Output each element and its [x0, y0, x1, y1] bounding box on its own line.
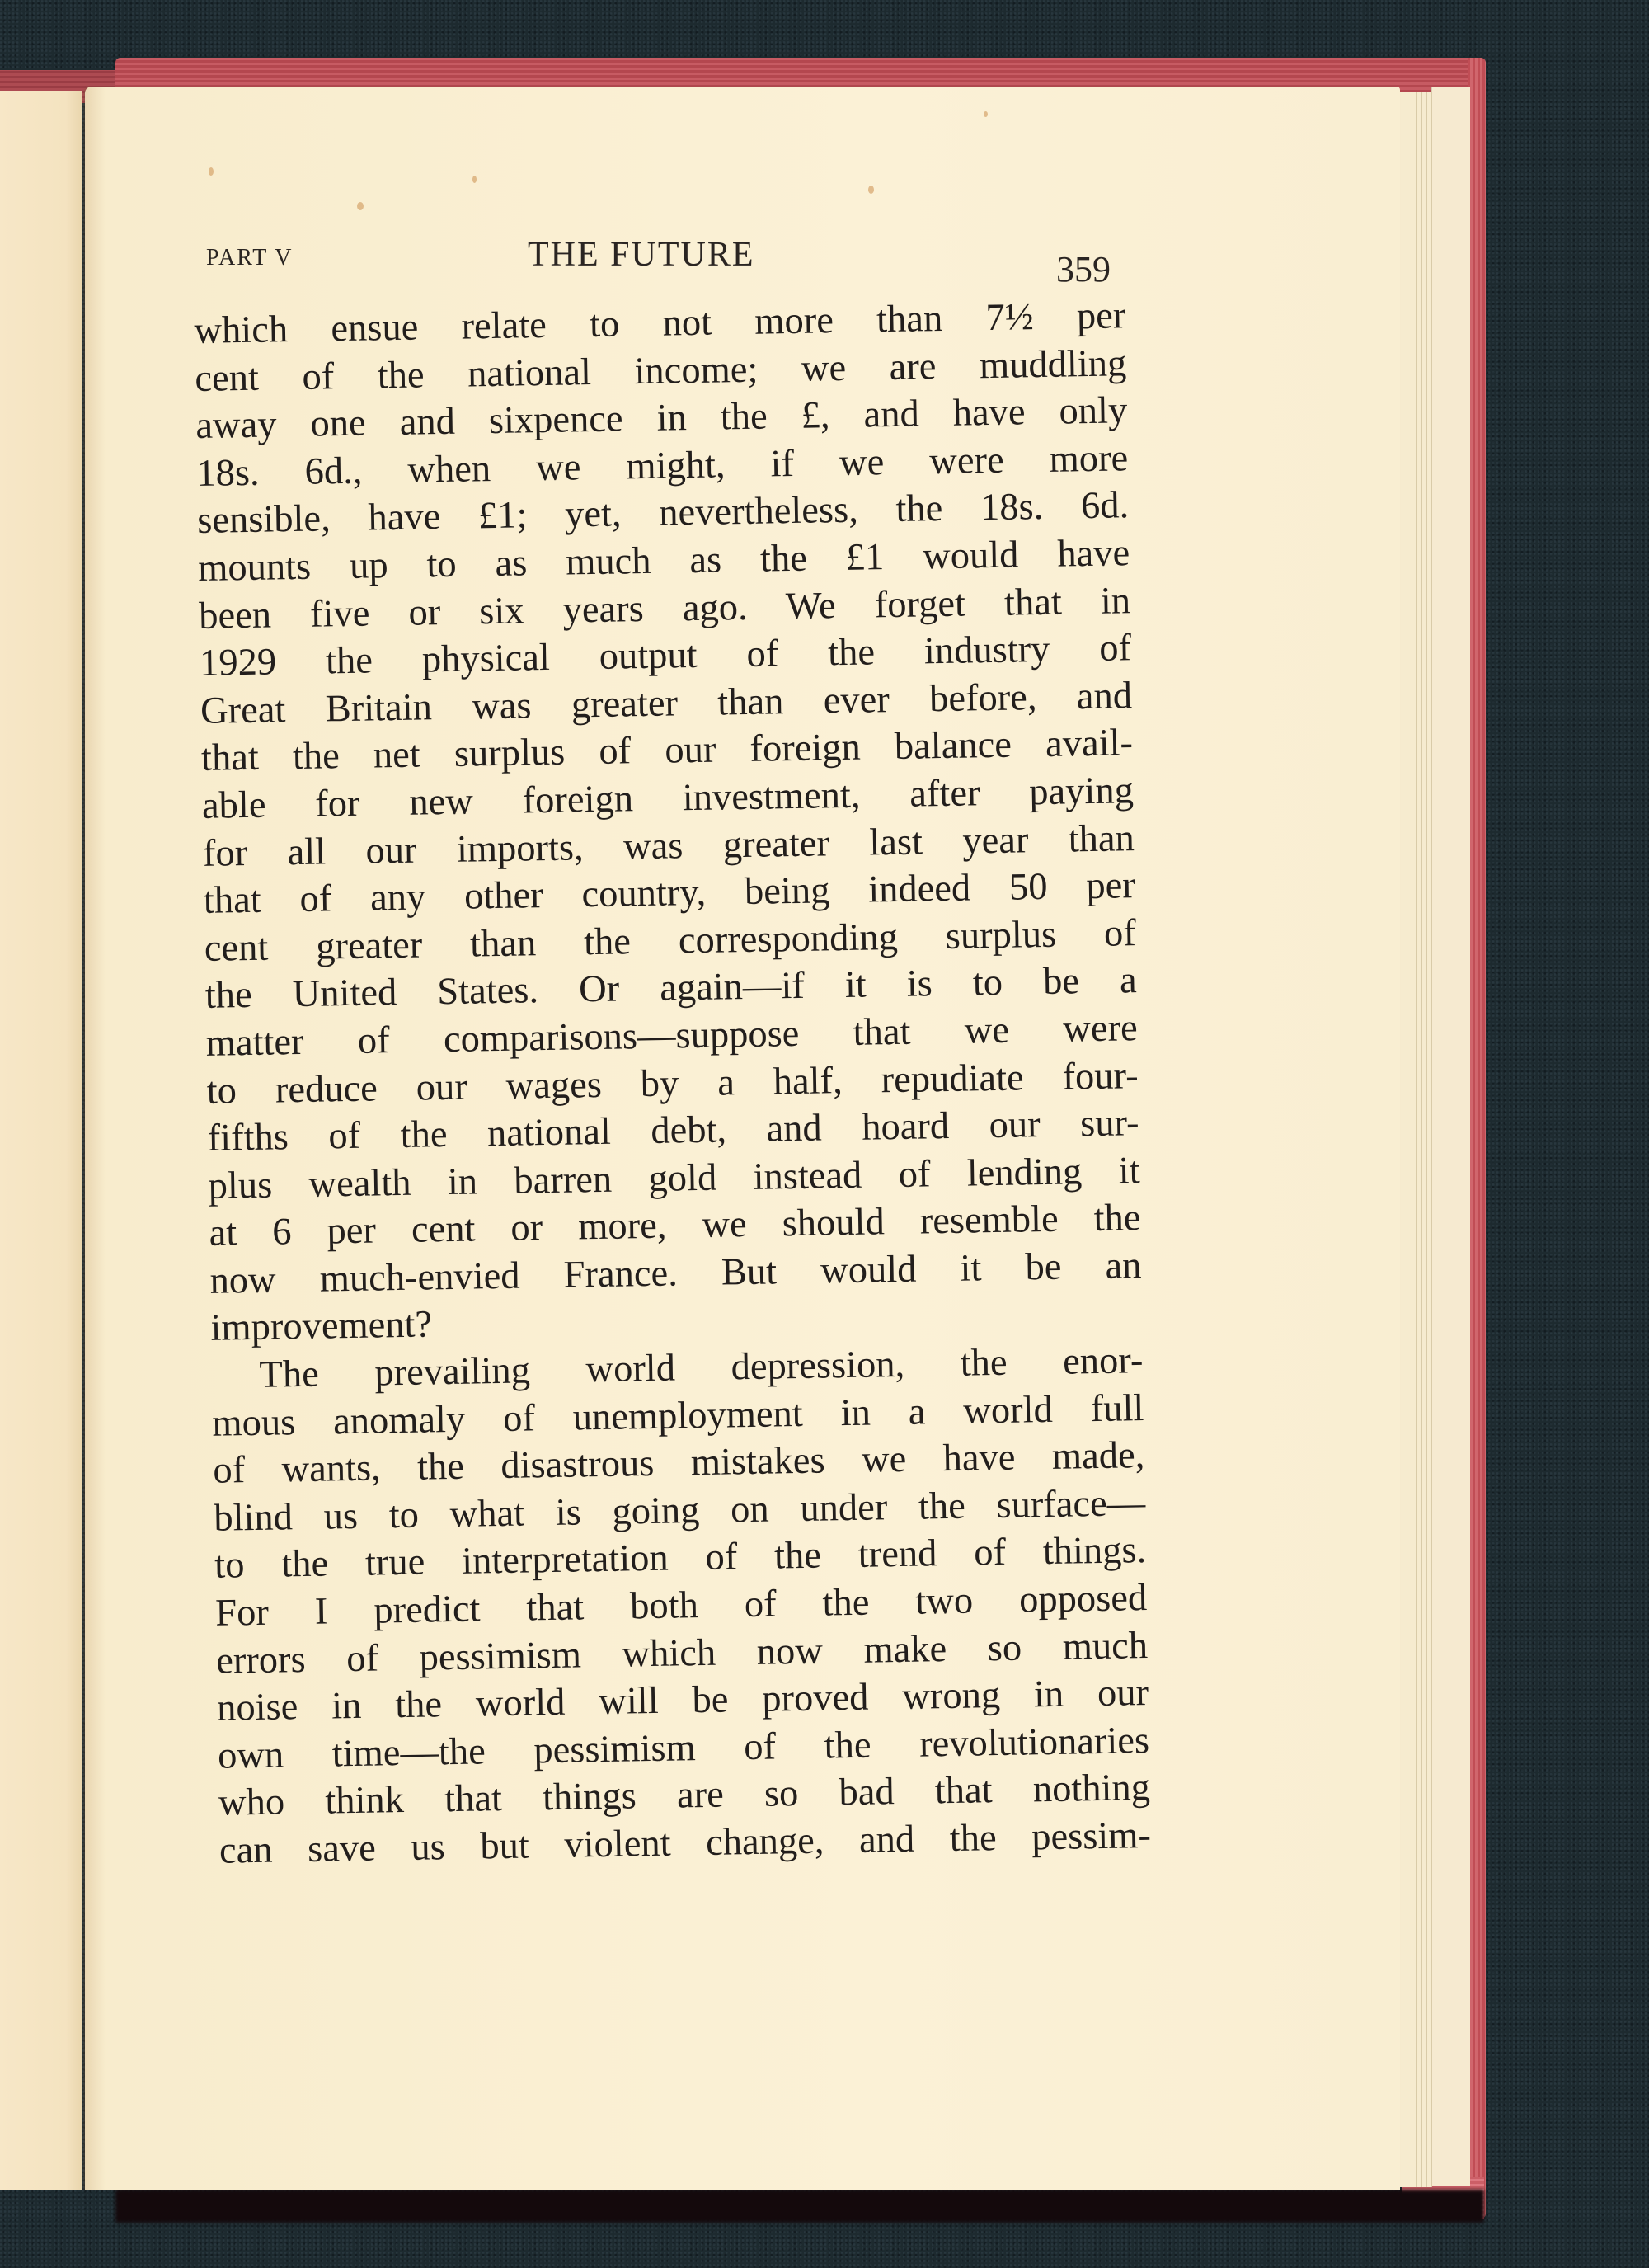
- book-cover-right: [1468, 58, 1486, 2219]
- text-line: to the true interpretation of the trend of things.: [214, 1529, 1147, 1588]
- text-line: plus wealth in barren gold instead of lending it: [208, 1149, 1140, 1207]
- text-line: who think that things are so bad that nothing: [218, 1767, 1151, 1825]
- text-line: matter of comparisons—suppose that we were: [205, 1007, 1139, 1065]
- cover-endpaper: [1431, 87, 1470, 2186]
- text-line: cent of the national income; we are muddling: [195, 341, 1127, 400]
- text-line: sensible, have £1; yet, nevertheless, the 18s. 6d.: [196, 484, 1130, 543]
- text-line: fifths of the national debt, and hoard our sur-: [207, 1102, 1139, 1160]
- text-line: mous anomaly of unemployment in a world full: [212, 1386, 1144, 1445]
- page-edges: [1398, 92, 1432, 2187]
- text-line: can save us but violent change, and the pessim-: [218, 1814, 1152, 1872]
- text-line: at 6 per cent or more, we should resemble the: [209, 1197, 1141, 1255]
- text-line: 18s. 6d., when we might, if we were more: [195, 437, 1129, 495]
- text-line: Great Britain was greater than ever before, and: [200, 674, 1133, 732]
- text-line: been five or six years ago. We forget that in: [198, 579, 1131, 638]
- text-line: improvement?: [210, 1303, 433, 1350]
- text-line: mounts up to as much as the £1 would have: [197, 532, 1130, 590]
- text-line: own time—the pessimism of the revolutionaries: [217, 1719, 1150, 1777]
- running-title: THE FUTURE: [528, 236, 755, 274]
- book-page: [85, 87, 1400, 2190]
- text-line: for all our imports, was greater last year than: [202, 816, 1135, 875]
- text-line: to reduce our wages by a half, repudiate four-: [206, 1054, 1139, 1113]
- text-line: away one and sixpence in the £, and have only: [195, 389, 1128, 448]
- text-line: blind us to what is going on under the surface—: [213, 1481, 1146, 1540]
- part-label: PART V: [206, 245, 294, 271]
- page-number: 359: [1056, 249, 1111, 289]
- text-line: noise in the world will be proved wrong in our: [216, 1672, 1149, 1729]
- paragraph-start-line: The prevailing world depression, the enor-: [259, 1339, 1144, 1396]
- text-line: that the net surplus of our foreign balance avail-: [200, 722, 1134, 780]
- body-text: [194, 292, 1151, 1875]
- facing-page: [0, 91, 82, 2190]
- page-shadow: [115, 2190, 1484, 2223]
- text-line: that of any other country, being indeed 50 per: [203, 864, 1136, 923]
- text-line: which ensue relate to not more than 7½ per: [194, 294, 1126, 352]
- text-line: of wants, the disastrous mistakes we have made,: [212, 1434, 1145, 1493]
- text-line: 1929 the physical output of the industry of: [199, 627, 1132, 685]
- text-line: now much-envied France. But would it be an: [209, 1244, 1142, 1302]
- text-line: able for new foreign investment, after paying: [201, 769, 1135, 827]
- text-line: cent greater than the corresponding surplus of: [204, 911, 1137, 970]
- text-line: For I predict that both of the two opposed: [214, 1577, 1148, 1635]
- text-line: the United States. Or again—if it is to be a: [204, 959, 1138, 1018]
- text-line: errors of pessimism which now make so much: [215, 1624, 1149, 1682]
